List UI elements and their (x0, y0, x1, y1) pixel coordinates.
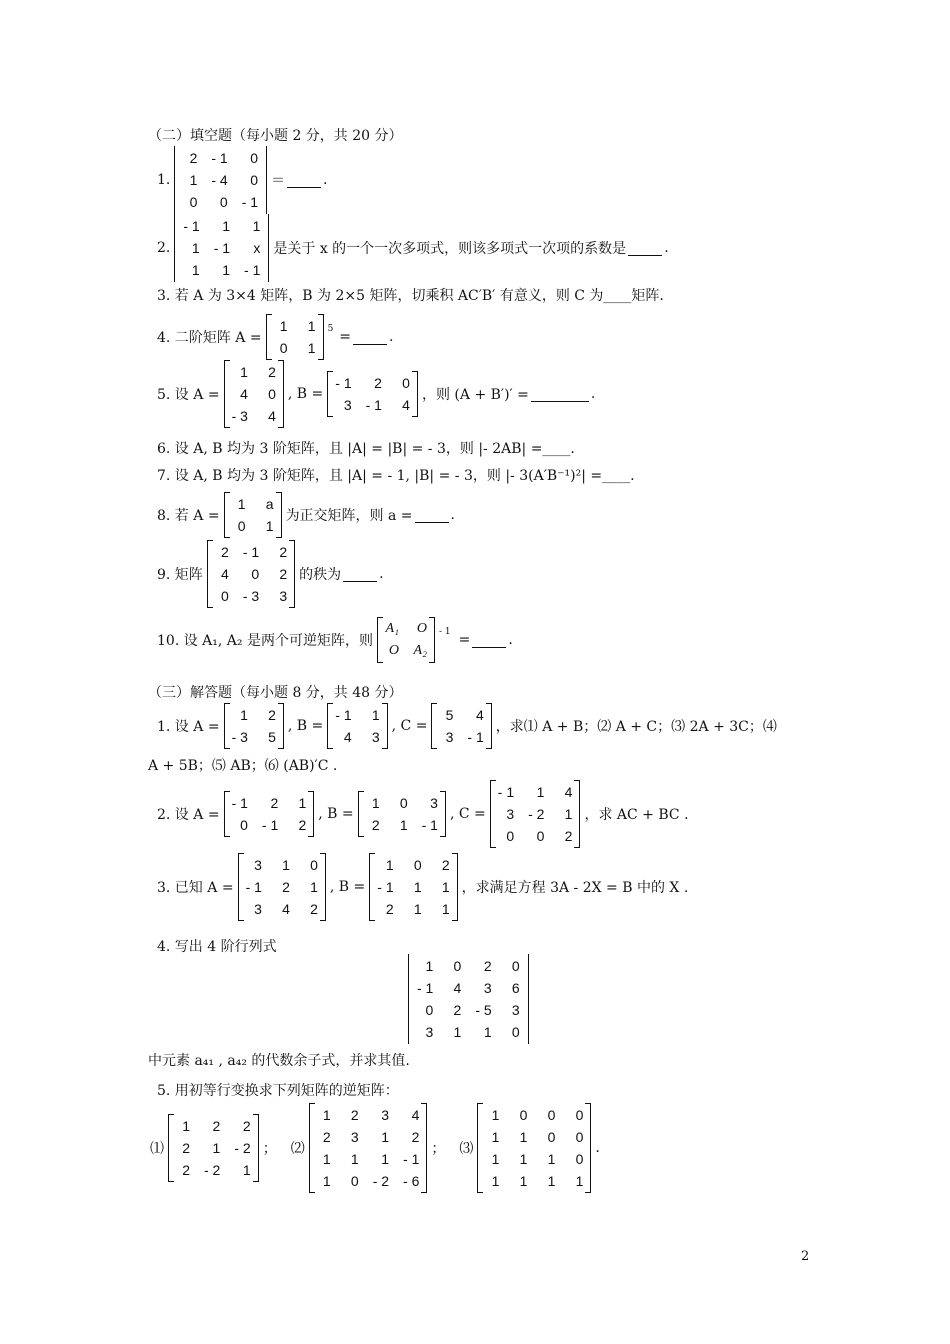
page-number: 2 (801, 1249, 810, 1264)
matrix-B-p1 (327, 703, 387, 749)
matrix-cell: 1 (483, 1024, 492, 1040)
matrix-cell: 2 (279, 566, 288, 582)
matrix-cell: 1 (279, 318, 288, 334)
matrix-cell: 1 (441, 879, 450, 895)
matrix-cell: - 1 (377, 879, 394, 895)
answer-blank (287, 173, 321, 188)
matrix-cell: - 1 (467, 729, 484, 745)
label-C: , C = (449, 806, 486, 822)
matrix-cell: 1 (310, 879, 318, 895)
matrix-cell: 1 (322, 1173, 331, 1189)
section-2-title: （二）填空题（每小题 2 分，共 20 分） (148, 128, 403, 144)
matrix-cell: 1 (491, 1107, 500, 1123)
matrix-cell: 1 (237, 496, 246, 512)
matrix-cell: 0 (506, 828, 515, 844)
matrix-cell: 2 (182, 1140, 190, 1156)
matrix-A-q5 (224, 360, 284, 428)
question-1-number: 1. (157, 172, 171, 188)
matrix-cell: - 3 (231, 729, 248, 745)
answer-blank (531, 387, 589, 402)
matrix-cell: 3 (343, 397, 352, 413)
matrix-cell: 2 (453, 1002, 462, 1018)
matrix-cell: 1 (265, 518, 274, 534)
matrix-cell: 2 (298, 817, 307, 833)
matrix-cell: 1 (371, 707, 380, 723)
problem-4-after: 中元素 a₄₁ , a₄₂ 的代数余子式，并求其值. (148, 1053, 410, 1069)
label-B: , B = (329, 879, 366, 895)
problem-4-determinant (404, 954, 533, 1044)
part-3-label: ⑶ (459, 1141, 474, 1157)
matrix-cell: 0 (279, 340, 288, 356)
matrix-cell: 2 (322, 1129, 331, 1145)
matrix-cell: 2 (182, 1162, 190, 1178)
matrix-cell: 1 (399, 817, 408, 833)
problem-1-line-2: A + 5B；⑸ AB；⑹ (AB)′C . (148, 758, 338, 774)
separator: ； (431, 1141, 446, 1157)
problem-2 (157, 780, 689, 848)
answer-blank (343, 567, 377, 582)
question-3: 3. 若 A 为 3×4 矩阵，B 为 2×5 矩阵，切乘积 AC′B′ 有意义，则 C 为____矩阵. (157, 288, 664, 304)
matrix-cell: 3 (371, 729, 380, 745)
matrix-cell: 3 (350, 1129, 359, 1145)
matrix-cell: 3 (483, 980, 492, 996)
matrix-cell: 4 (402, 397, 410, 413)
matrix-cell: 0 (575, 1107, 584, 1123)
matrix-cell: - 4 (211, 172, 228, 188)
question-5: 5. 设 A = 1 2 4 0 - 3 4 , B = - 1 2 0 3 - 1 4 ，则 (A + B′)′ = . (157, 360, 595, 428)
question-8: 8. 若 A = 1 a 0 1 为正交矩阵，则 a = . (157, 492, 455, 538)
matrix-cell: 1 (191, 262, 200, 278)
question-2-text: 是关于 x 的一个一次多项式，则该多项式一次项的系数是 (273, 241, 627, 257)
equals: = (458, 632, 471, 648)
matrix-cell: 3 (279, 588, 288, 604)
matrix-B-p3 (369, 853, 457, 921)
matrix-cell: - 1 (242, 544, 260, 560)
question-2-number: 2. (157, 240, 171, 256)
exponent: - 1 (438, 627, 451, 637)
matrix-cell: 3 (254, 901, 262, 917)
matrix-C-p2 (490, 780, 581, 848)
matrix-cell: 0 (575, 1129, 584, 1145)
matrix-cell: 1 (212, 1140, 221, 1156)
question-4: 4. 二阶矩阵 A = 1 1 0 1 5 = . (157, 314, 393, 360)
matrix-p5-2 (309, 1103, 428, 1193)
matrix-cell: 2 (371, 817, 380, 833)
problem-1 (157, 703, 777, 749)
matrix-cell: - 1 (211, 150, 228, 166)
matrix-B-p2 (358, 791, 446, 837)
answer-blank (415, 508, 449, 523)
matrix-cell: 1 (222, 218, 231, 234)
matrix-cell: x (253, 240, 261, 256)
label-C: , C = (391, 718, 428, 734)
question-4-prefix: 4. 二阶矩阵 A = (157, 330, 262, 346)
matrix-cell: 3 (511, 1002, 520, 1018)
matrix-cell: 1 (491, 1173, 500, 1189)
problem-1-prefix: 1. 设 A = (157, 719, 220, 735)
matrix-p5-3 (477, 1103, 591, 1193)
question-10: 10. 设 A₁, A₂ 是两个可逆矩阵，则 A₁ O O A₂ - 1 = . (157, 617, 513, 663)
question-9: 9. 矩阵 2 - 1 2 4 0 2 0 - 3 3 的秩为 . (157, 540, 384, 608)
matrix-cell: 1 (575, 1173, 584, 1189)
question-8-prefix: 8. 若 A = (157, 508, 220, 524)
label-B: , B = (287, 718, 324, 734)
matrix-A-p1 (224, 703, 284, 749)
answer-blank (628, 241, 662, 256)
matrix-cell: - 1 (213, 240, 231, 256)
matrix-cell: 1 (425, 958, 434, 974)
matrix-cell: 1 (491, 1129, 500, 1145)
question-6: 6. 设 A, B 均为 3 阶矩阵，且 |A| = |B| = - 3，则 |- 2AB| =____. (157, 441, 575, 457)
matrix-cell: 0 (237, 518, 246, 534)
matrix-cell: - 1 (403, 1151, 420, 1167)
matrix-p5-1 (168, 1114, 259, 1182)
matrix-cell: 2 (441, 857, 450, 873)
matrix-cell: - 1 (245, 879, 262, 895)
matrix-cell: - 1 (335, 375, 352, 391)
matrix-cell: 4 (475, 707, 484, 723)
matrix-cell: 0 (547, 1129, 556, 1145)
matrix-cell: 2 (270, 795, 279, 811)
problem-2-prefix: 2. 设 A = (157, 807, 220, 823)
matrix-cell: O (416, 621, 427, 636)
part-2-label: ⑵ (290, 1141, 305, 1157)
matrix-cell: 1 (519, 1173, 528, 1189)
matrix-cell: 4 (282, 901, 290, 917)
matrix-cell: - 1 (421, 817, 438, 833)
matrix-cell: 1 (240, 364, 248, 380)
matrix-cell: 1 (322, 1107, 331, 1123)
matrix-cell: 1 (547, 1151, 556, 1167)
matrix-cell: - 1 (417, 980, 434, 996)
matrix-cell: 4 (268, 408, 276, 424)
matrix-cell: - 5 (475, 1002, 492, 1018)
matrix-cell: 0 (240, 817, 248, 833)
matrix-cell: 4 (411, 1107, 420, 1123)
matrix-cell: - 1 (183, 218, 200, 234)
matrix-cell: 2 (189, 150, 198, 166)
matrix-cell: 1 (413, 879, 422, 895)
matrix-cell: 0 (413, 857, 422, 873)
problem-2-tail: ，求 AC + BC . (584, 807, 689, 823)
matrix-cell: - 1 (335, 707, 352, 723)
matrix-cell: 0 (399, 795, 408, 811)
question-2: 2. - 1 1 1 1 - 1 x 1 1 - 1 是关于 x 的一个一次多项式，则该多项式一次项的系数是 . (157, 214, 669, 282)
determinant-p4 (408, 954, 529, 1044)
matrix-cell: a (265, 496, 274, 512)
exponent: 5 (327, 324, 334, 334)
matrix-cell: 1 (371, 795, 380, 811)
matrix-cell: 4 (564, 784, 573, 800)
matrix-cell: 3 (381, 1107, 390, 1123)
matrix-cell: - 2 (204, 1162, 221, 1178)
equals: ＝ (271, 173, 286, 189)
matrix-cell: 1 (536, 784, 545, 800)
matrix-cell: 0 (575, 1151, 584, 1167)
matrix-B-q5 (327, 371, 418, 417)
matrix-cell: 1 (252, 218, 261, 234)
matrix-q4 (266, 314, 324, 360)
question-9-prefix: 9. 矩阵 (157, 567, 203, 583)
matrix-cell: 2 (564, 828, 573, 844)
matrix-cell: 1 (519, 1129, 528, 1145)
matrix-cell: 3 (506, 806, 515, 822)
answer-blank (353, 330, 387, 345)
question-7: 7. 设 A, B 均为 3 阶矩阵，且 |A| = - 1, |B| = - 3，则 |- 3(A′B⁻¹)²| =____. (157, 468, 635, 484)
question-8-tail: 为正交矩阵，则 a = (285, 508, 413, 524)
matrix-cell: 2 (350, 1107, 359, 1123)
section-3-title: （三）解答题（每小题 8 分，共 48 分） (148, 685, 403, 701)
matrix-cell: 1 (298, 795, 307, 811)
problem-4: 4. 写出 4 阶行列式 (157, 939, 277, 955)
matrix-cell: - 1 (261, 817, 279, 833)
matrix-cell: 1 (307, 340, 316, 356)
matrix-cell: 4 (240, 386, 248, 402)
matrix-q8 (224, 492, 282, 538)
matrix-cell: 1 (322, 1151, 331, 1167)
matrix-cell: 3 (430, 795, 438, 811)
label-B: , B = (318, 806, 354, 822)
matrix-cell: 2 (483, 958, 492, 974)
matrix-cell: 2 (411, 1129, 420, 1145)
matrix-cell: 2 (279, 544, 288, 560)
matrix-cell: 0 (219, 194, 228, 210)
matrix-cell: 1 (242, 1162, 251, 1178)
matrix-cell: - 1 (365, 397, 382, 413)
matrix-cell: 2 (310, 901, 318, 917)
matrix-cell: 0 (250, 172, 259, 188)
matrix-cell: 4 (221, 566, 229, 582)
problem-5-matrices (150, 1103, 600, 1193)
problem-1-tail: ，求⑴ A + B；⑵ A + C；⑶ 2A + 3C；⑷ (495, 719, 777, 735)
problem-3 (157, 853, 688, 921)
matrix-cell: 2 (385, 901, 394, 917)
matrix-cell: - 1 (231, 795, 248, 811)
determinant-q2 (174, 214, 269, 282)
matrix-cell: 0 (519, 1107, 528, 1123)
separator: ； (262, 1141, 277, 1157)
matrix-cell: 0 (310, 857, 318, 873)
matrix-cell: 0 (350, 1173, 359, 1189)
question-9-tail: 的秩为 (299, 567, 342, 583)
matrix-cell: 5 (268, 729, 276, 745)
question-5-mid: , B = (287, 386, 324, 402)
equals: = (339, 329, 352, 345)
matrix-cell: 1 (441, 901, 450, 917)
question-5-tail: ，则 (A + B′)′ = (421, 387, 529, 403)
matrix-cell: - 6 (403, 1173, 420, 1189)
matrix-C-p1 (431, 703, 491, 749)
matrix-cell: 2 (268, 707, 276, 723)
matrix-cell: 1 (385, 857, 394, 873)
matrix-cell: 1 (547, 1173, 556, 1189)
problem-3-tail: ，求满足方程 3A - 2X = B 中的 X . (461, 880, 689, 896)
matrix-cell: 0 (547, 1107, 556, 1123)
matrix-cell: 1 (222, 262, 231, 278)
matrix-cell: 0 (268, 386, 276, 402)
matrix-cell: A₁ (385, 621, 399, 636)
matrix-q9 (207, 540, 295, 608)
matrix-cell: 0 (221, 588, 229, 604)
matrix-cell: 2 (221, 544, 229, 560)
block-matrix-q10 (377, 617, 435, 663)
matrix-A-p3 (238, 853, 326, 921)
matrix-cell: 4 (453, 980, 462, 996)
matrix-cell: 2 (268, 364, 276, 380)
matrix-cell: 1 (350, 1151, 359, 1167)
matrix-cell: 1 (282, 857, 290, 873)
matrix-cell: - 2 (234, 1140, 251, 1156)
matrix-cell: 1 (307, 318, 316, 334)
matrix-cell: 0 (189, 194, 198, 210)
matrix-cell: - 1 (244, 262, 261, 278)
matrix-cell: - 3 (231, 408, 248, 424)
question-10-prefix: 10. 设 A₁, A₂ 是两个可逆矩阵，则 (157, 633, 373, 649)
matrix-A-p2 (224, 791, 315, 837)
matrix-cell: 0 (251, 566, 260, 582)
matrix-cell: - 1 (497, 784, 515, 800)
matrix-cell: - 2 (528, 806, 545, 822)
matrix-cell: - 3 (242, 588, 260, 604)
matrix-cell: 3 (445, 729, 454, 745)
answer-blank (472, 633, 506, 648)
matrix-cell: 3 (254, 857, 262, 873)
problem-5: 5. 用初等行变换求下列矩阵的逆矩阵： (157, 1083, 399, 1099)
matrix-cell: 1 (189, 172, 198, 188)
matrix-cell: 6 (511, 980, 520, 996)
matrix-cell: 2 (212, 1118, 221, 1134)
matrix-cell: 1 (564, 806, 573, 822)
question-5-prefix: 5. 设 A = (157, 387, 220, 403)
matrix-cell: 2 (374, 375, 382, 391)
matrix-cell: 1 (453, 1024, 462, 1040)
matrix-cell: 1 (191, 240, 200, 256)
matrix-cell: 1 (381, 1151, 390, 1167)
matrix-cell: O (388, 643, 399, 658)
matrix-cell: 2 (242, 1118, 251, 1134)
matrix-cell: 0 (453, 958, 462, 974)
determinant-q1 (174, 146, 267, 214)
matrix-cell: 2 (282, 879, 290, 895)
matrix-cell: 0 (402, 375, 410, 391)
matrix-cell: - 2 (372, 1173, 390, 1189)
matrix-cell: 1 (491, 1151, 500, 1167)
matrix-cell: 0 (536, 828, 545, 844)
matrix-cell: 0 (250, 150, 259, 166)
matrix-cell: 0 (511, 1024, 520, 1040)
matrix-cell: A₂ (413, 643, 427, 658)
matrix-cell: 1 (381, 1129, 390, 1145)
matrix-cell: 0 (425, 1002, 434, 1018)
matrix-cell: 0 (511, 958, 520, 974)
question-1: 1. 2 - 1 0 1 - 4 0 0 0 - 1 ＝ . (157, 146, 328, 214)
matrix-cell: 1 (413, 901, 422, 917)
end-period: . (595, 1140, 600, 1156)
matrix-cell: 3 (425, 1024, 434, 1040)
matrix-cell: 4 (343, 729, 352, 745)
matrix-cell: - 1 (241, 194, 259, 210)
matrix-cell: 1 (240, 707, 248, 723)
matrix-cell: 5 (445, 707, 454, 723)
matrix-cell: 1 (519, 1151, 528, 1167)
matrix-cell: 1 (182, 1118, 190, 1134)
problem-3-prefix: 3. 已知 A = (157, 880, 234, 896)
part-1-label: ⑴ (150, 1141, 164, 1157)
